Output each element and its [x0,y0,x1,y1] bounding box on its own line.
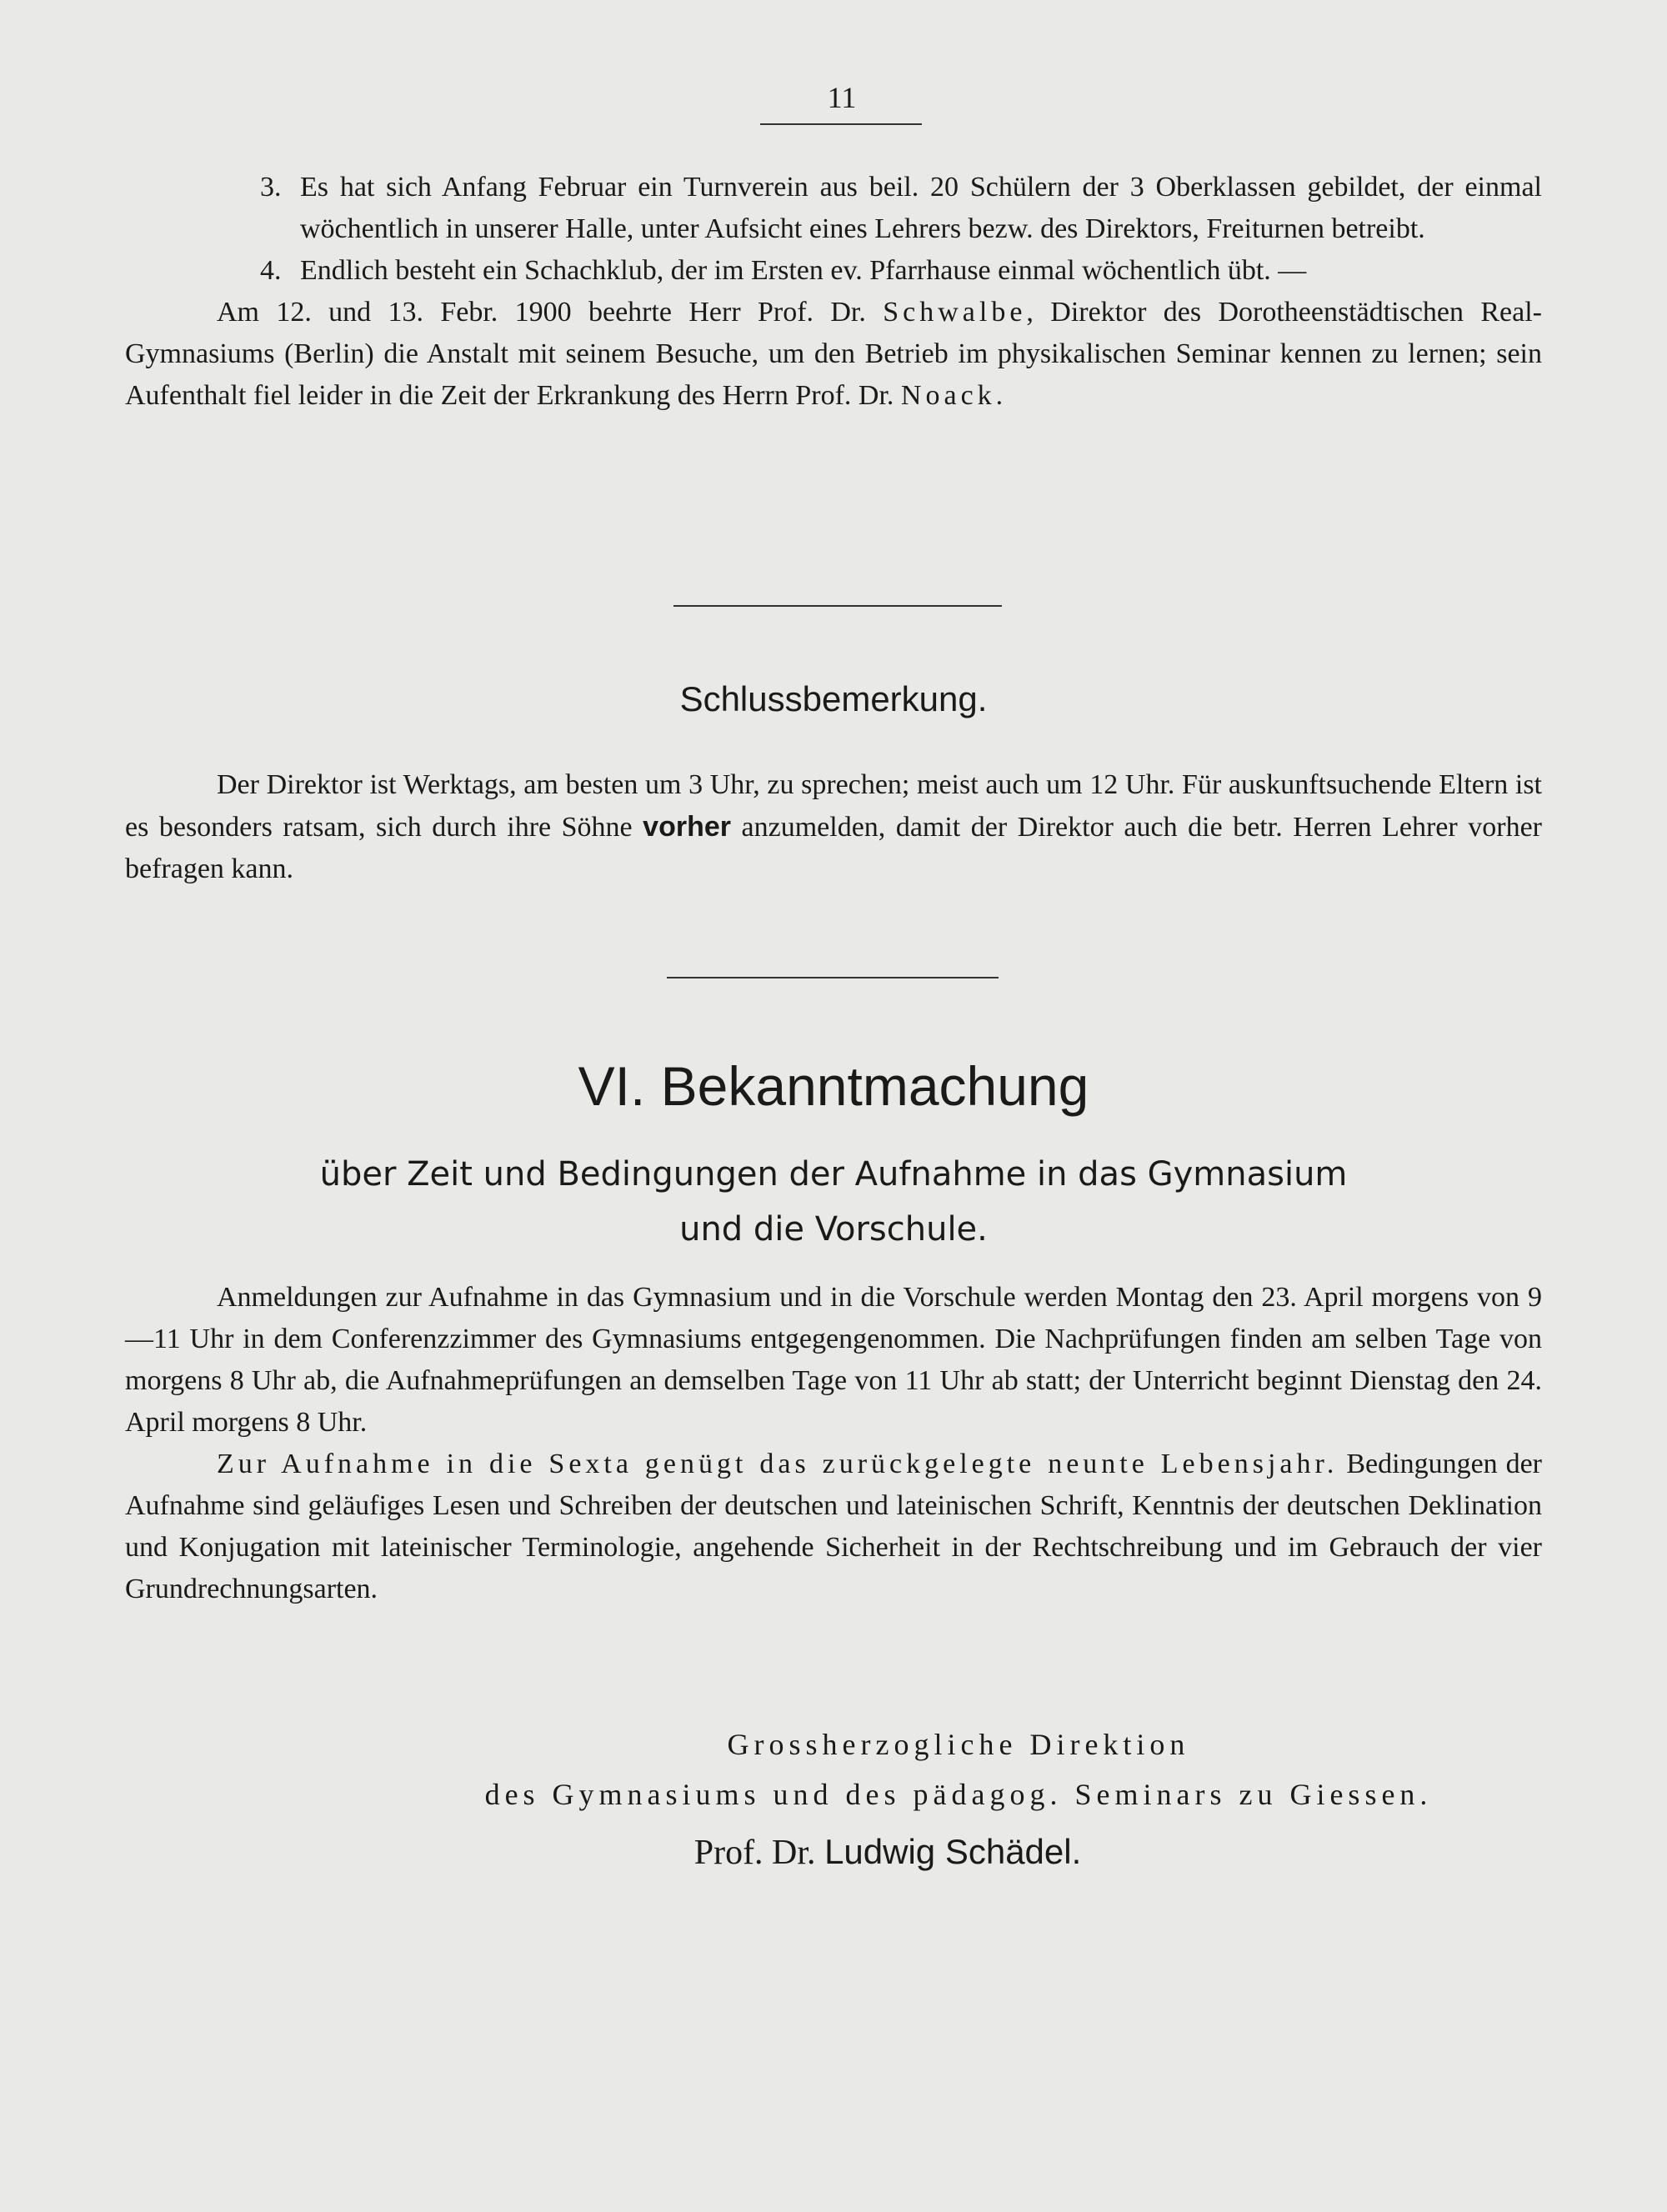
section-divider-1 [673,605,1002,607]
schluss-paragraph [125,764,1542,890]
page-number-rule [760,123,922,125]
requirements-paragraph [125,1444,1542,1610]
signature-name-line [0,1832,1667,1873]
sexta-requirement: Zur Aufnahme in die Sexta genügt das zurückgelegte neunte Lebensjahr. [217,1449,1339,1479]
ill-teacher-name: Noack [900,380,996,411]
visit-paragraph [125,292,1542,417]
requirements-text: Bedingungen der Aufnahme sind geläufiges Lesen und Schreiben der deutschen und lateinischen Schrift, Kenntnis der deutschen Deklination und Konjugation mit lateinischer Terminologie, angehende Sicherheit in der Rechtschreibung und im Gebrauch der vier Grundrechnungsarten. [125,1449,1542,1604]
subheading-line-2: und die Vorschule. [679,1210,988,1249]
signature-name: Ludwig Schädel. [824,1832,1082,1871]
signature-authority: Grossherzogliche Direktion [727,1728,1190,1761]
schluss-text-2: anzumelden, damit der Direktor auch die betr. Herren Lehrer vorher befragen kann. [125,812,1542,884]
list-text: Endlich besteht ein Schachklub, der im Ersten ev. Pfarrhause einmal wöchentlich übt. — [300,255,1307,286]
list-number: 3. [260,172,282,203]
list-item-4 [125,250,1542,292]
schluss-emphasis: vorher [643,811,731,843]
section-vi-body [125,1277,1542,1610]
visitor-name: Schwalbe [883,297,1027,328]
visit-text-3: . [995,380,1004,411]
section-divider-2 [667,977,999,978]
section-vi-heading: VI. Bekanntmachung [578,1055,1089,1117]
subheading-line-1: über Zeit und Bedingungen der Aufnahme in das Gymnasium [319,1155,1348,1194]
visit-text-1: Am 12. und 13. Febr. 1900 beehrte Herr Prof. Dr. [217,297,884,328]
schluss-text-1: Der Direktor ist Werktags, am besten um 3 Uhr, zu sprechen; meist auch um 12 Uhr. Für auskunftsuchende Eltern ist es besonders ratsam, sich durch ihre Söhne [125,769,1542,843]
admission-paragraph: Anmeldungen zur Aufnahme in das Gymnasium und in die Vorschule werden Montag den 23. April morgens von 9—11 Uhr in dem Conferenzzimmer des Gymnasiums entgegengenommen. Die Nachprüfungen finden am selben Tage von morgens 8 Uhr ab, die Aufnahmeprüfungen an demselben Tage von 11 Uhr ab statt; der Unterricht beginnt Dienstag den 24. April morgens 8 Uhr. [125,1282,1542,1438]
list-number: 4. [260,255,282,286]
signature-institution: des Gymnasiums und des pädagog. Seminars zu Giessen. [484,1778,1433,1811]
page-number: 11 [827,81,857,114]
list-item-3 [125,167,1542,250]
schluss-section [125,764,1542,890]
signature-title: Prof. Dr. [693,1834,825,1872]
list-section [125,167,1542,417]
list-text: Es hat sich Anfang Februar ein Turnverein aus beil. 20 Schülern der 3 Oberklassen gebildet, der einmal wöchentlich in unserer Halle, unter Aufsicht eines Lehrers bezw. des Direktors, Freiturnen betreibt. [300,172,1542,244]
visit-text-2: , Direktor des Dorotheenstädtischen Real-Gymnasiums (Berlin) die Anstalt mit seinem Besuche, um den Betrieb im physikalischen Seminar kennen zu lernen; sein Aufenthalt fiel leider in die Zeit der Erkrankung des Herrn Prof. Dr. [125,297,1542,411]
section-vi-subheading [0,1147,1667,1257]
schluss-heading: Schlussbemerkung. [679,679,988,718]
